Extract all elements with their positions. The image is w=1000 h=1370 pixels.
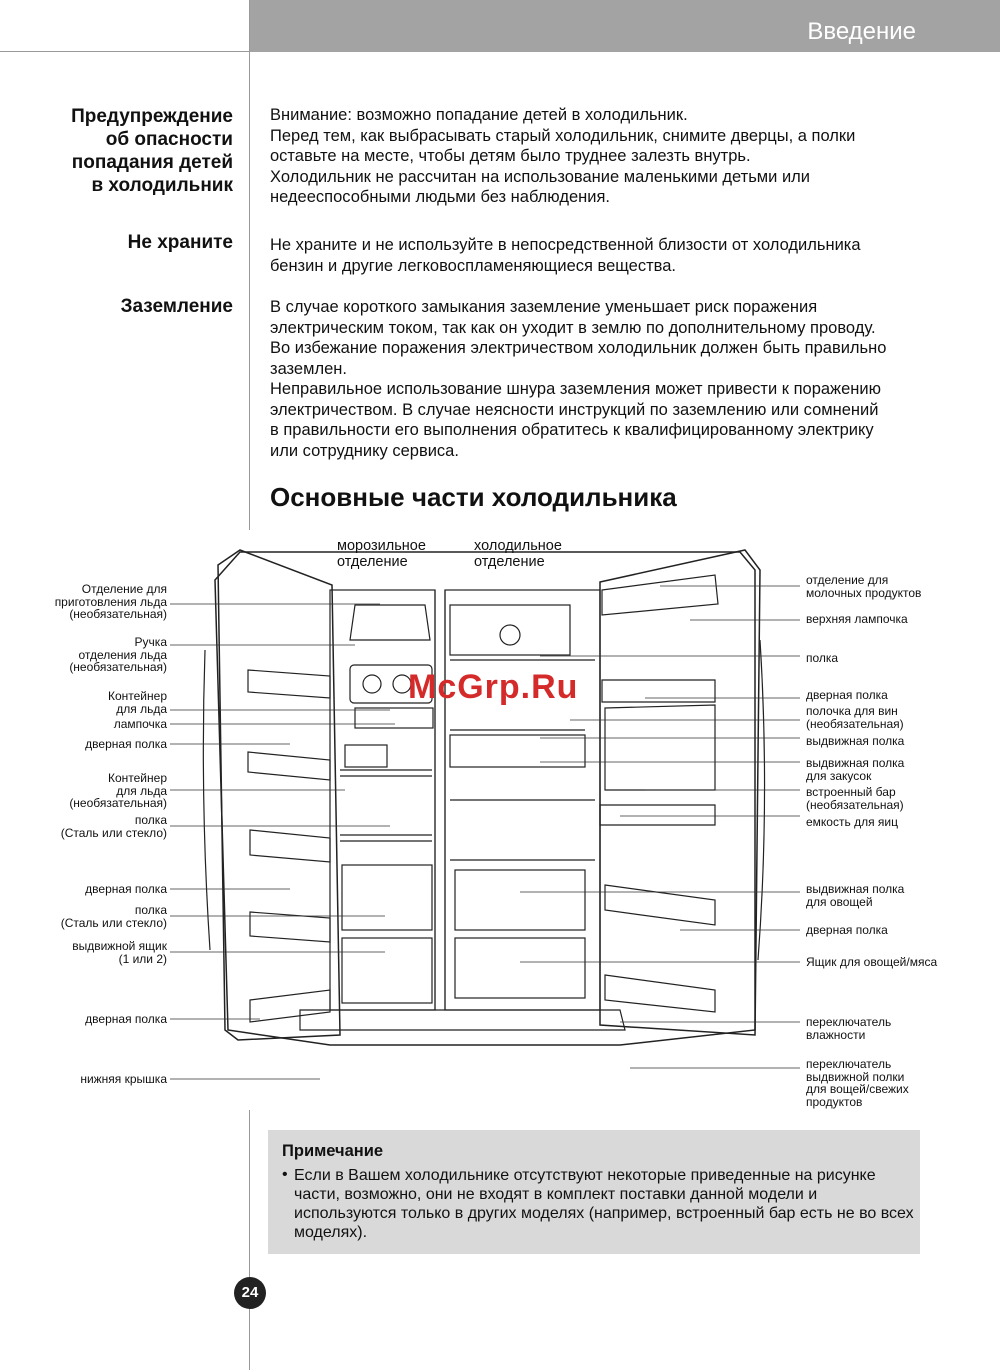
label-fridge-compartment: холодильное отделение [474,538,562,570]
label-icemaker: Отделение для приготовления льда (необязательная) [54,582,167,621]
section-title-grounding: Заземление [120,296,233,317]
label-door-shelf-3: дверная полка [85,1012,167,1026]
label-snack-shelf: выдвижная полка для закусок [806,756,905,783]
note-title: Примечание [282,1142,384,1160]
ice-maker [350,605,430,640]
label-shelf-2: полка (Сталь или стекло) [60,903,167,930]
label-top-lamp: верхняя лампочка [806,612,908,626]
section-body-children-warning: Внимание: возможно попадание детей в холодильник. Перед тем, как выбрасывать старый холодильник, снимите дверцы, а полки оставьте на месте, чтобы детям было труднее залезть внутрь. Холодильник не рассчитан на использование маленькими детьми или недееспособными людьми без наблюдения. [270,106,856,206]
note-text: Если в Вашем холодильнике отсутствуют некоторые приведенные на рисунке части, возможно, они не входят в комплект поставки данной модели и используются только в других моделях (например, встроенный бар есть не во всех моделях). [294,1167,914,1241]
label-crisper-drawer: Ящик для овощей/мяса [806,955,938,969]
crisper-2 [455,938,585,998]
label-bottom-cover: нижняя крышка [80,1072,167,1086]
section-title-do-not-store: Не храните [127,232,233,253]
section-body-grounding: В случае короткого замыкания заземление уменьшает риск поражения электрическим током, так как он уходит в землю по дополнительному проводу. Во избежание поражения электричеством холодильник должен быть правильно заземлен. Неправильное использование шнура заземления может привести к поражению электричеством. В случае неясности инструкций по заземлению или сомнений в правильности его выполнения обратитесь к квалифицированному электрику или сотруднику сервиса. [270,298,887,460]
label-lamp: лампочка [113,717,167,731]
section-title-children-warning: Предупреждение об опасности попадания детей в холодильник [71,106,233,196]
freezer-cavity [330,590,435,1010]
crisper-1 [455,870,585,930]
label-door-shelf-right: дверная полка [806,688,888,702]
note-box [268,1130,920,1254]
label-egg-box: емкость для яиц [806,815,898,829]
label-vegetable-shelf: выдвижная полка для овощей [806,882,905,909]
label-slide-shelf: выдвижная полка [806,734,905,748]
main-heading: Основные части холодильника [270,482,677,512]
page-number: 24 [234,1277,266,1309]
label-shelf-1: полка (Сталь или стекло) [60,813,167,840]
left-door [218,550,340,1040]
ice-bin [345,745,387,767]
label-ice-handle: Ручка отделения льда (необязательная) [69,635,167,674]
watermark: McGrp.Ru [408,668,579,706]
label-ice-container-optional: Контейнер для льда (необязательная) [69,771,167,810]
label-door-shelf-right-2: дверная полка [806,923,888,937]
label-shelf-right: полка [806,651,839,665]
freezer-drawer-2 [342,938,432,1003]
label-door-shelf-2: дверная полка [85,882,167,896]
control-panel [450,605,570,655]
label-drawer-switch: переключатель выдвижной полки для вощей/свежих продуктов [806,1057,909,1109]
note-bullet: • [282,1166,288,1183]
freezer-drawer-1 [342,865,432,930]
label-door-shelf-1: дверная полка [85,737,167,751]
fridge-body-outline [215,552,755,1045]
header-title: Введение [807,18,916,45]
label-dairy: отделение для молочных продуктов [806,573,922,600]
label-drawer: выдвижной ящик (1 или 2) [72,939,167,966]
section-body-do-not-store: Не храните и не используйте в непосредственной близости от холодильника бензин и другие легковоспламеняющиеся вещества. [270,236,861,275]
label-humidity-switch: переключатель влажности [806,1015,892,1042]
label-home-bar: встроенный бар (необязательная) [806,785,904,812]
label-ice-container: Контейнер для льда [107,689,167,716]
label-freezer-compartment: морозильное отделение [337,538,426,570]
label-wine-rack: полочка для вин (необязательная) [806,704,904,731]
